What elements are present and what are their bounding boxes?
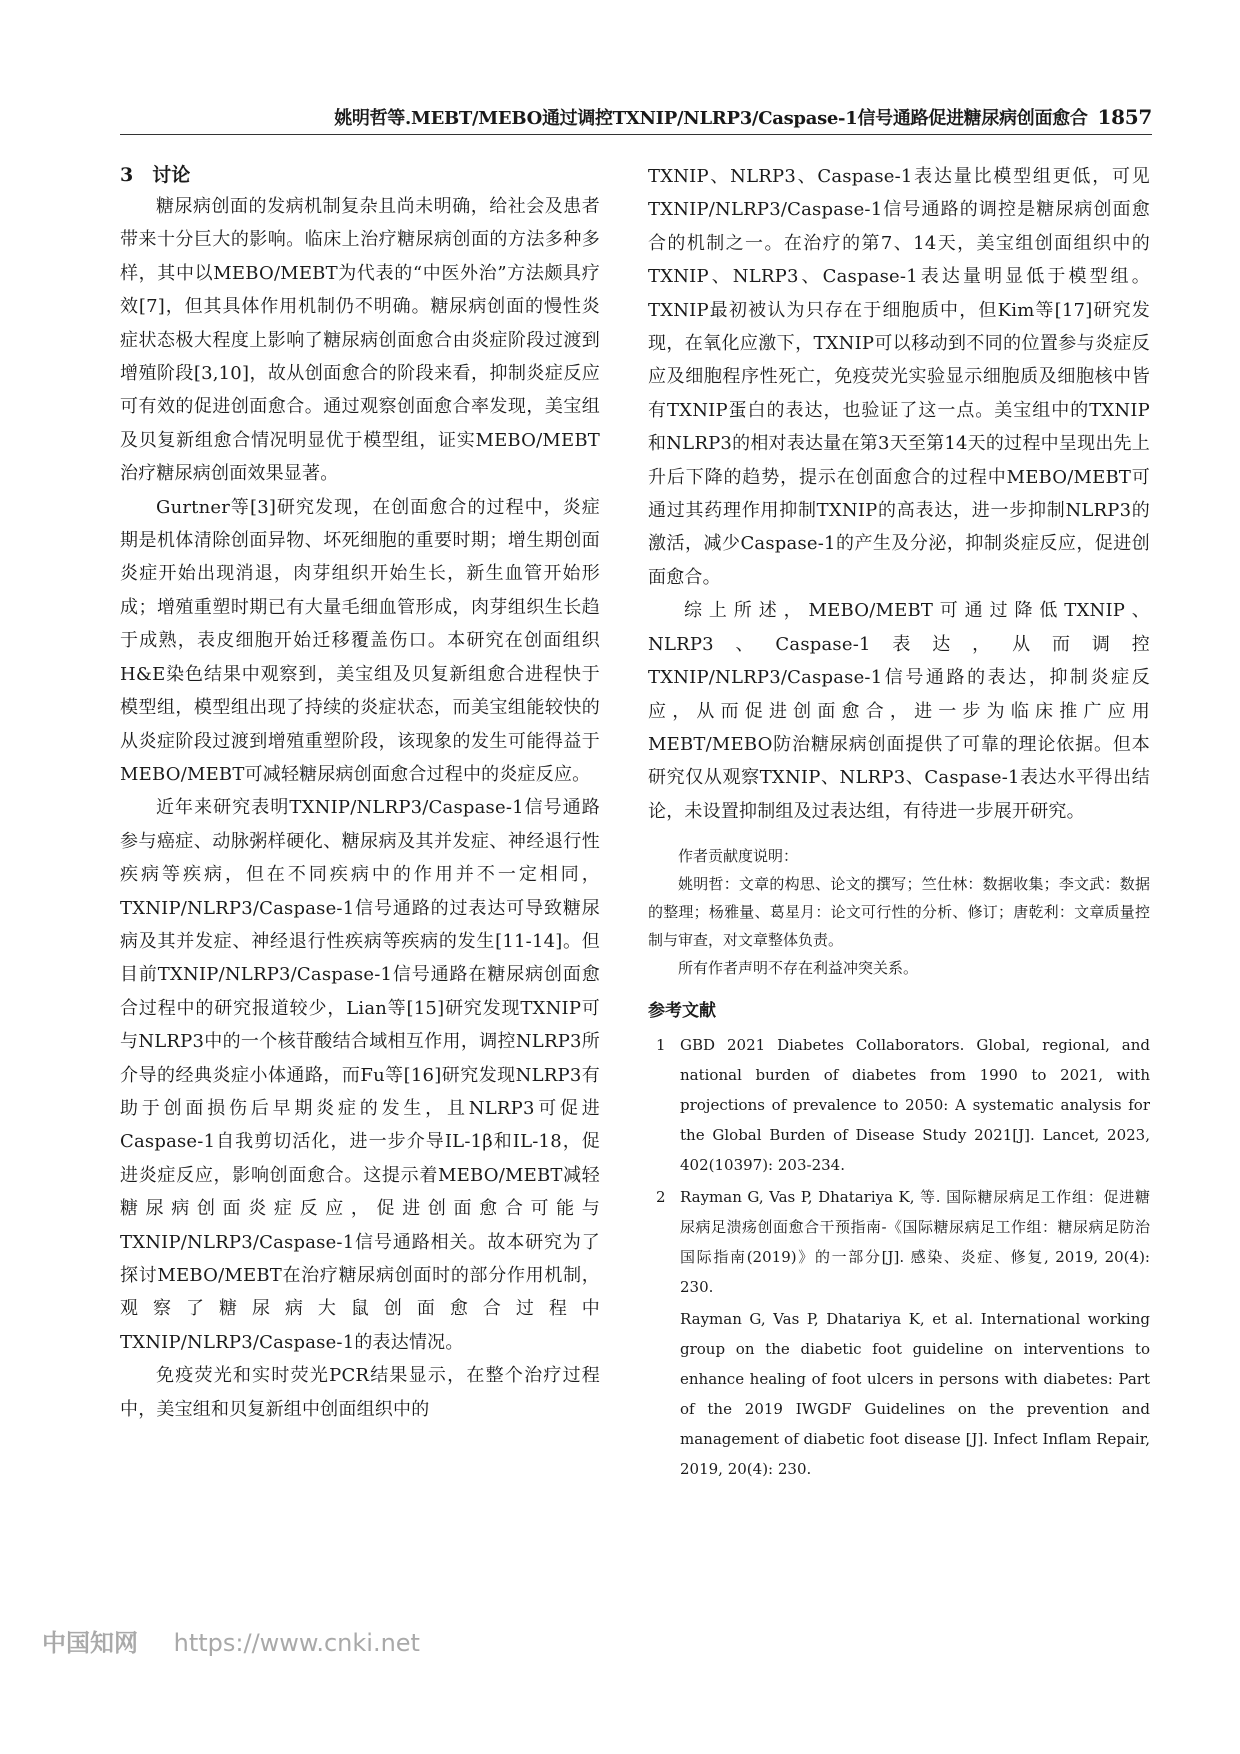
cnki-watermark	[42, 1623, 420, 1658]
section-heading-discussion: 3 讨论	[120, 164, 191, 186]
reference-text: GBD 2021 Diabetes Collaborators. Global, regional, and national burden of diabetes from 1990 to 2021, with projections of prevalence to 2050: A systematic analysis for the Global Burden of Disease Study 2021[J]. Lancet, 2023, 402(10397): 203-234.	[680, 1036, 1150, 1175]
watermark-url: https://www.cnki.net	[173, 1629, 420, 1657]
discussion-paragraph-4-cont: TXNIP、NLRP3、Caspase-1表达量比模型组更低，可见TXNIP/NLRP3/Caspase-1信号通路的调控是糖尿病创面愈合的机制之一。在治疗的第7、14天，美宝组创面组织中的TXNIP、NLRP3、Caspase-1表达量明显低于模型组。TXNIP最初被认为只存在于细胞质中，但Kim等[17]研究发现，在氧化应激下，TXNIP可以移动到不同的位置参与炎症反应及细胞程序性死亡，免疫荧光实验显示细胞质及细胞核中皆有TXNIP蛋白的表达，也验证了这一点。美宝组中的TXNIP和NLRP3的相对表达量在第3天至第14天的过程中呈现出先上升后下降的趋势，提示在创面愈合的过程中MEBO/MEBT可通过其药理作用抑制TXNIP的高表达，进一步抑制NLRP3的激活，减少Caspase-1的产生及分泌，抑制炎症反应，促进创面愈合。	[648, 166, 1150, 588]
summary-paragraph: 综上所述，MEBO/MEBT可通过降低TXNIP、NLRP3、Caspase-1表达，从而调控TXNIP/NLRP3/Caspase-1信号通路的表达，抑制炎症反应，从而促进创面愈合，进一步为临床推广应用MEBT/MEBO防治糖尿病创面提供了可靠的理论依据。但本研究仅从观察TXNIP、NLRP3、Caspase-1表达水平得出结论，未设置抑制组及过表达组，有待进一步展开研究。	[648, 600, 1150, 822]
left-column	[120, 160, 600, 1426]
running-head	[120, 104, 1152, 135]
discussion-paragraph-4: 免疫荧光和实时荧光PCR结果显示，在整个治疗过程中，美宝组和贝复新组中创面组织中的	[120, 1365, 600, 1420]
reference-english-version: Rayman G, Vas P, Dhatariya K, et al. International working group on the diabetic foot guideline on interventions to enhance healing of foot ulcers in persons with diabetes: Part of the 2019 IWGDF Guidelines on the prevention and management of diabetic foot disease [J]. Infect Inflam Repair, 2019, 20(4): 230.	[680, 1310, 1150, 1479]
references-heading: 参考文献	[648, 1001, 716, 1022]
contribution-text: 姚明哲：文章的构思、论文的撰写；竺仕林：数据收集；李文武：数据的整理；杨雅量、葛星月：论文可行性的分析、修订；唐乾利：文章质量控制与审查，对文章整体负责。	[648, 875, 1150, 950]
reference-number: 2	[656, 1188, 666, 1207]
discussion-paragraph-1: 糖尿病创面的发病机制复杂且尚未明确，给社会及患者带来十分巨大的影响。临床上治疗糖尿病创面的方法多种多样，其中以MEBO/MEBT为代表的“中医外治”方法颇具疗效[7]，但其具体作用机制仍不明确。糖尿病创面的慢性炎症状态极大程度上影响了糖尿病创面愈合由炎症阶段过渡到增殖阶段[3,10]，故从创面愈合的阶段来看，抑制炎症反应可有效的促进创面愈合。通过观察创面愈合率发现，美宝组及贝复新组愈合情况明显优于模型组，证实MEBO/MEBT治疗糖尿病创面效果显著。	[120, 196, 600, 485]
conflict-statement: 所有作者声明不存在利益冲突关系。	[678, 959, 919, 978]
running-head-title: 姚明哲等.MEBT/MEBO通过调控TXNIP/NLRP3/Caspase-1信号通路促进糖尿病创面愈合	[334, 108, 1088, 129]
reference-item	[648, 1030, 1150, 1180]
right-column	[648, 160, 1150, 1484]
reference-number: 1	[656, 1036, 666, 1055]
reference-item	[648, 1182, 1150, 1302]
page-number: 1857	[1097, 105, 1152, 129]
discussion-paragraph-2: Gurtner等[3]研究发现，在创面愈合的过程中，炎症期是机体清除创面异物、坏死细胞的重要时期；增生期创面炎症开始出现消退，肉芽组织开始生长，新生血管开始形成；增殖重塑时期已有大量毛细血管形成，肉芽组织生长趋于成熟，表皮细胞开始迁移覆盖伤口。本研究在创面组织H&E染色结果中观察到，美宝组及贝复新组愈合进程快于模型组，模型组出现了持续的炎症状态，而美宝组能较快的从炎症阶段过渡到增殖重塑阶段，该现象的发生可能得益于MEBO/MEBT可减轻糖尿病创面愈合过程中的炎症反应。	[120, 496, 600, 785]
contribution-heading: 作者贡献度说明：	[678, 847, 799, 866]
watermark-brand: 中国知网	[42, 1629, 138, 1657]
reference-text: Rayman G, Vas P, Dhatariya K, 等. 国际糖尿病足工作组：促进糖尿病足溃疡创面愈合干预指南-《国际糖尿病足工作组：糖尿病足防治国际指南(2019)》的一部分[J]. 感染、炎症、修复, 2019, 20(4): 230.	[680, 1188, 1150, 1297]
discussion-paragraph-3: 近年来研究表明TXNIP/NLRP3/Caspase-1信号通路参与癌症、动脉粥样硬化、糖尿病及其并发症、神经退行性疾病等疾病，但在不同疾病中的作用并不一定相同，TXNIP/NLRP3/Caspase-1信号通路的过表达可导致糖尿病及其并发症、神经退行性疾病等疾病的发生[11-14]。但目前TXNIP/NLRP3/Caspase-1信号通路在糖尿病创面愈合过程中的研究报道较少，Lian等[15]研究发现TXNIP可与NLRP3中的一个核苷酸结合域相互作用，调控NLRP3所介导的经典炎症小体通路，而Fu等[16]研究发现NLRP3有助于创面损伤后早期炎症的发生，且NLRP3可促进Caspase-1自我剪切活化，进一步介导IL-1β和IL-18，促进炎症反应，影响创面愈合。这提示着MEBO/MEBT减轻糖尿病创面炎症反应，促进创面愈合可能与TXNIP/NLRP3/Caspase-1信号通路相关。故本研究为了探讨MEBO/MEBT在治疗糖尿病创面时的部分作用机制，观察了糖尿病大鼠创面愈合过程中TXNIP/NLRP3/Caspase-1的表达情况。	[120, 797, 600, 1353]
